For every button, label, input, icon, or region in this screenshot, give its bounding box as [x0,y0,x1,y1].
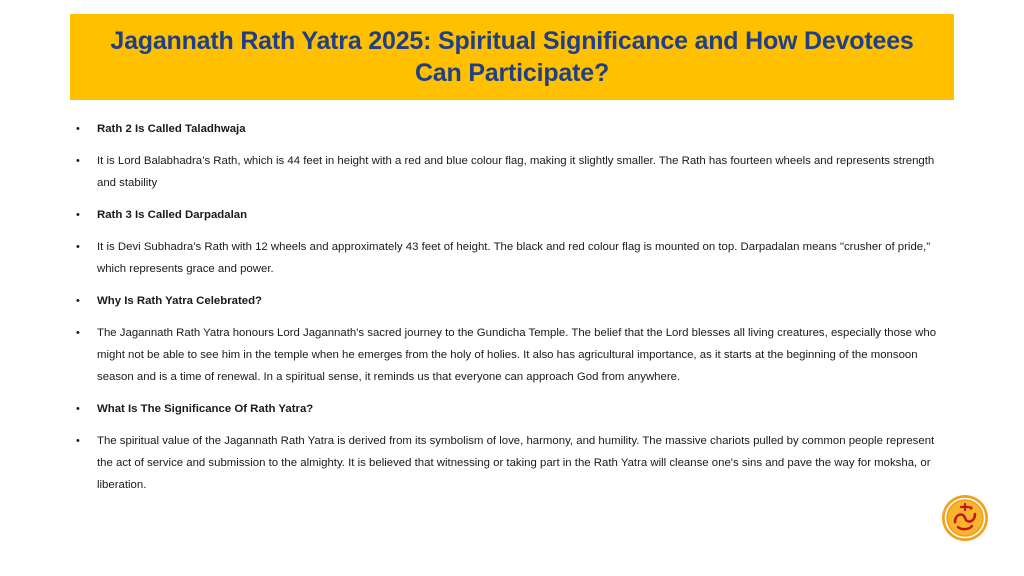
bullet-marker: • [76,435,80,447]
bullet-marker: • [76,155,80,167]
paragraph-text: It is Devi Subhadra’s Rath with 12 wheels and approximately 43 feet of height. The black and red colour flag is mounted on top. Darpadalan means "crusher of pride," which represents grace and power. [97,241,931,275]
section-heading [76,118,948,140]
bullet-list [76,118,948,506]
heading-text: Rath 2 Is Called Taladhwaja [97,123,246,135]
section-heading [76,398,948,420]
heading-text: What Is The Significance Of Rath Yatra? [97,403,314,415]
bullet-marker: • [76,209,80,221]
om-emblem-icon [941,494,989,542]
bullet-marker: • [76,123,80,135]
bullet-marker: • [76,295,80,307]
paragraph-text: The spiritual value of the Jagannath Rath Yatra is derived from its symbolism of love, harmony, and humility. The massive chariots pulled by common people represent the act of service and submission to the almighty. It is believed that witnessing or taking part in the Rath Yatra will cleanse one's sins and pave the way for moksha, or liberation. [97,435,935,491]
paragraph-item [76,150,948,194]
paragraph-item [76,236,948,280]
paragraph-item [76,430,948,496]
bullet-marker: • [76,241,80,253]
bullet-marker: • [76,403,80,415]
slide-title: Jagannath Rath Yatra 2025: Spiritual Significance and How Devotees Can Participate? [110,27,914,87]
section-heading [76,204,948,226]
title-banner [70,14,954,100]
heading-text: Why Is Rath Yatra Celebrated? [97,295,263,307]
paragraph-item [76,322,948,388]
paragraph-text: It is Lord Balabhadra’s Rath, which is 44 feet in height with a red and blue colour flag, making it slightly smaller. The Rath has fourteen wheels and represents strength and stability [97,155,935,189]
section-heading [76,290,948,312]
heading-text: Rath 3 Is Called Darpadalan [97,209,248,221]
bullet-marker: • [76,327,80,339]
paragraph-text: The Jagannath Rath Yatra honours Lord Jagannath's sacred journey to the Gundicha Temple. The belief that the Lord blesses all living creatures, especially those who might not be able to see him in the temple when he emerges from the holy of holies. It also has agricultural importance, as it starts at the beginning of the monsoon season and is a time of renewal. In a spiritual sense, it reminds us that everyone can approach God from anywhere. [97,327,937,383]
